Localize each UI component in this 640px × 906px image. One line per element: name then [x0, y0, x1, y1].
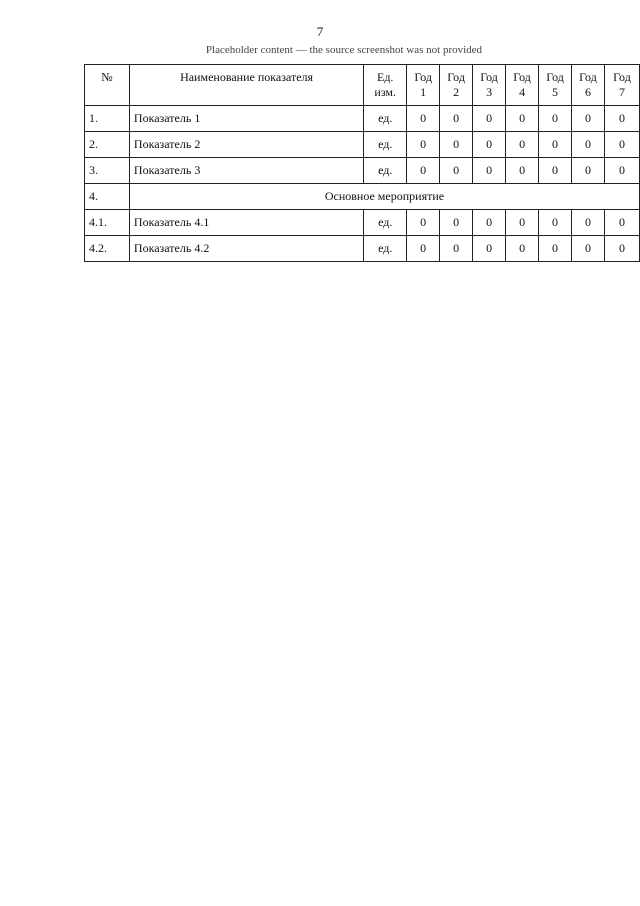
section-row: [85, 184, 640, 210]
row-value: 0: [539, 132, 572, 158]
row-name: Показатель 1: [129, 106, 363, 132]
row-value: 0: [407, 106, 440, 132]
row-unit: ед.: [364, 236, 407, 262]
row-value: 0: [473, 158, 506, 184]
section-title: Основное мероприятие: [129, 184, 639, 210]
row-name: Показатель 4.2: [129, 236, 363, 262]
table-row: [85, 132, 640, 158]
header-cell-year: Год 5: [539, 65, 572, 106]
row-value: 0: [604, 132, 639, 158]
row-value: 0: [506, 158, 539, 184]
row-value: 0: [440, 132, 473, 158]
row-unit: ед.: [364, 158, 407, 184]
table-header-row: [85, 65, 640, 106]
row-value: 0: [572, 236, 605, 262]
row-value: 0: [473, 210, 506, 236]
row-value: 0: [407, 132, 440, 158]
row-number: 3.: [85, 158, 130, 184]
row-name: Показатель 4.1: [129, 210, 363, 236]
row-value: 0: [604, 236, 639, 262]
row-value: 0: [440, 210, 473, 236]
header-cell-year: Год 6: [572, 65, 605, 106]
row-value: 0: [506, 132, 539, 158]
row-value: 0: [572, 210, 605, 236]
row-value: 0: [572, 158, 605, 184]
row-number: 4.1.: [85, 210, 130, 236]
row-unit: ед.: [364, 132, 407, 158]
row-value: 0: [440, 106, 473, 132]
header-cell-year: Год 3: [473, 65, 506, 106]
row-value: 0: [539, 210, 572, 236]
row-value: 0: [572, 106, 605, 132]
row-value: 0: [539, 158, 572, 184]
row-number: 1.: [85, 106, 130, 132]
row-value: 0: [407, 210, 440, 236]
table-row: [85, 158, 640, 184]
row-number: 4.2.: [85, 236, 130, 262]
header-cell-year: Год 4: [506, 65, 539, 106]
row-name: Показатель 3: [129, 158, 363, 184]
header-cell-year: Год 1: [407, 65, 440, 106]
header-cell-number: №: [85, 65, 130, 106]
header-cell-name: Наименование показателя: [129, 65, 363, 106]
row-number: 2.: [85, 132, 130, 158]
table-row: [85, 236, 640, 262]
row-value: 0: [506, 106, 539, 132]
row-unit: ед.: [364, 106, 407, 132]
placeholder-notice: Placeholder content — the source screenshot was not provided: [205, 44, 483, 56]
table-row: [85, 210, 640, 236]
indicators-table: [84, 64, 640, 262]
row-value: 0: [604, 158, 639, 184]
row-value: 0: [440, 236, 473, 262]
page-number: 7: [316, 24, 324, 39]
row-value: 0: [440, 158, 473, 184]
row-value: 0: [506, 210, 539, 236]
row-value: 0: [572, 132, 605, 158]
row-value: 0: [539, 236, 572, 262]
row-unit: ед.: [364, 210, 407, 236]
row-value: 0: [506, 236, 539, 262]
table-row: [85, 106, 640, 132]
header-cell-year: Год 2: [440, 65, 473, 106]
row-value: 0: [473, 236, 506, 262]
header-cell-unit: Ед. изм.: [364, 65, 407, 106]
row-value: 0: [604, 106, 639, 132]
row-value: 0: [604, 210, 639, 236]
row-value: 0: [407, 158, 440, 184]
section-number: 4.: [85, 184, 130, 210]
row-value: 0: [473, 106, 506, 132]
row-value: 0: [407, 236, 440, 262]
row-name: Показатель 2: [129, 132, 363, 158]
row-value: 0: [539, 106, 572, 132]
row-value: 0: [473, 132, 506, 158]
header-cell-year: Год 7: [604, 65, 639, 106]
